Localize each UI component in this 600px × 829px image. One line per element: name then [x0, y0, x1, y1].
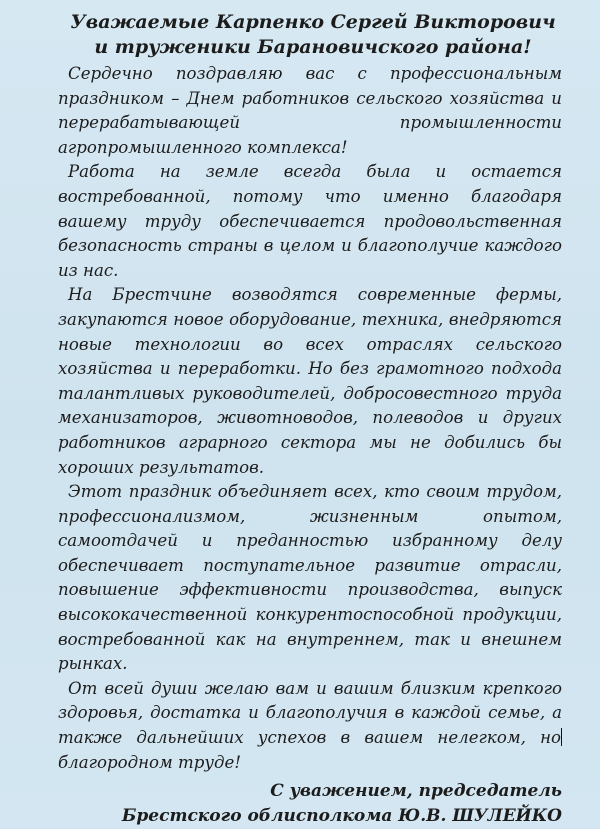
paragraph-holiday: Этот праздник объединяет всех, кто своим трудом, профессионализмом, жизненным опытом, самоотдачей и преданностью избранному делу обеспечивает поступательное развитие отрасли, повышение эффективности производства, выпуск высококачественной конкурентоспособной продукции, востребованной как на внутреннем, так и внешнем рынках.: [58, 482, 562, 674]
paragraph-brest-region: На Брестчине возводятся современные фермы, закупаются новое оборудование, техника, внедряются новые технологии во всех отраслях сельского хозяйства и переработки. Но без грамотного подхода талантливых руководителей, добросовестного труда механизаторов, животноводов, полеводов и других работников аграрного сектора мы не добились бы хороших результатов.: [58, 285, 562, 477]
signature-line-1: С уважением, председатель: [270, 781, 562, 802]
wishes-text-part-2: благородном труде!: [58, 752, 242, 772]
title-line-2: и труженики Барановичского района!: [94, 36, 532, 58]
letter-body: [58, 62, 562, 775]
signature-line-2: Брестского облисполкома Ю.В. ШУЛЕЙКО: [121, 806, 562, 827]
title-line-1: Уважаемые Карпенко Сергей Викторович: [70, 11, 556, 33]
paragraph-work-on-land: Работа на земле всегда была и остается востребованной, потому что именно благодаря вашему труду обеспечивается продовольственная безопасность страны в целом и благополучие каждого из нас.: [58, 162, 562, 280]
letter-title: [58, 10, 562, 60]
paragraph-wishes: [58, 677, 562, 775]
text-cursor: [561, 728, 562, 746]
wishes-text-part-1: От всей души желаю вам и вашим близким крепкого здоровья, достатка и благополучия в каждой семье, а также дальнейших успехов в вашем нелегком, но: [58, 678, 562, 748]
paragraph-congratulation: Сердечно поздравляю вас с профессиональным праздником – Днем работников сельского хозяйства и перерабатывающей промышленности агропромышленного комплекса!: [58, 64, 562, 157]
signature-block: [58, 779, 562, 829]
